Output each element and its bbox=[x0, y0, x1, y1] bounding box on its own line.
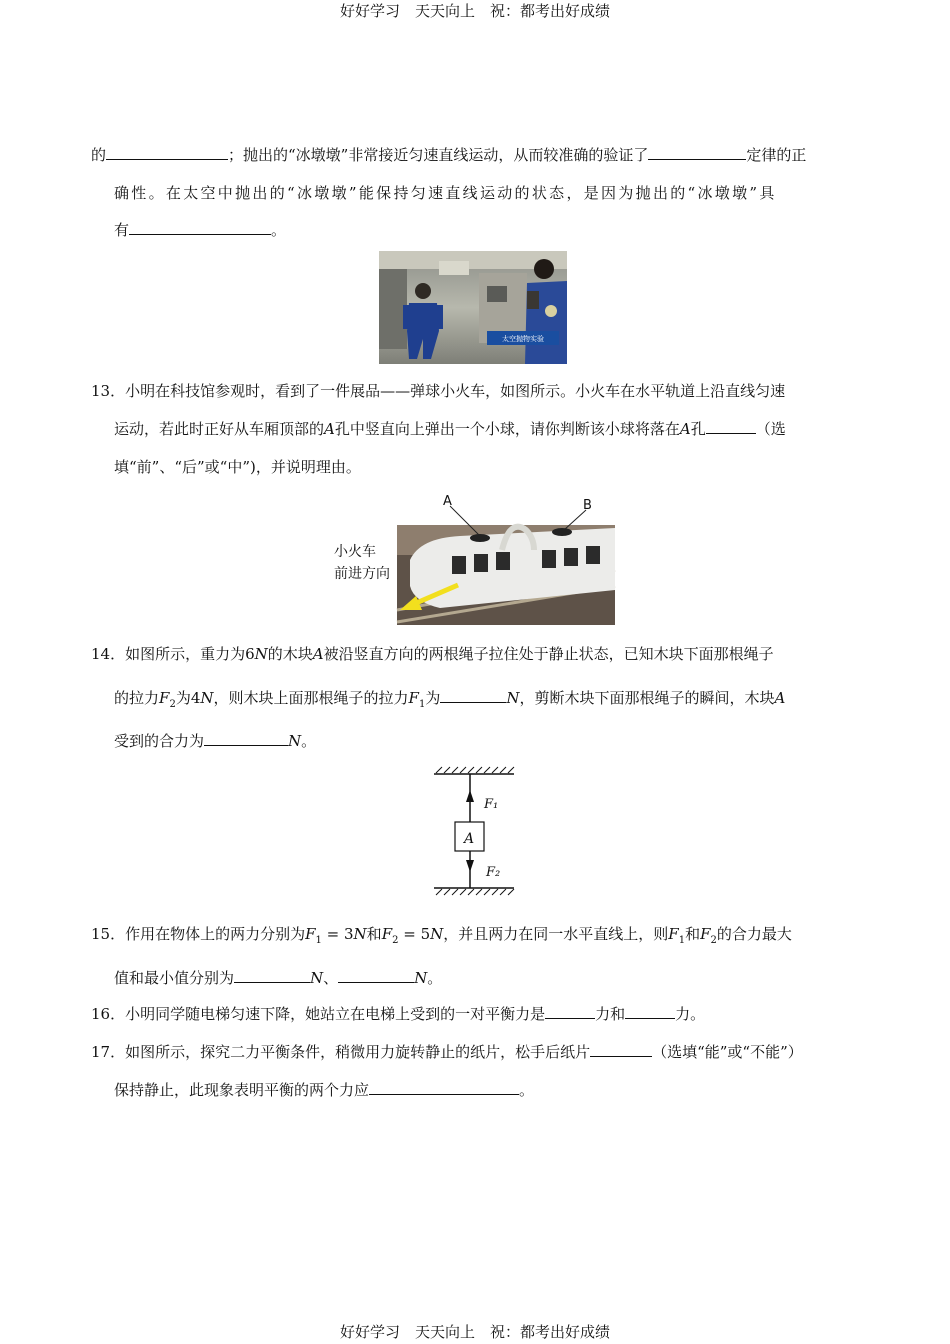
q15-text: 值和最小值分别为 bbox=[114, 969, 235, 987]
q12-text: 。 bbox=[271, 221, 287, 239]
q14-line-2 bbox=[114, 688, 785, 715]
label-f2: F₂ bbox=[486, 865, 501, 880]
q12-text: 定律的正 bbox=[746, 146, 807, 164]
force-f: F bbox=[668, 925, 679, 943]
q14-line-1 bbox=[91, 644, 774, 664]
unit-n: N bbox=[288, 732, 302, 750]
q12-line-2: 确性。在太空中抛出的“冰墩墩”能保持匀速直线运动的状态，是因为抛出的“冰墩墩”具 bbox=[114, 184, 777, 202]
answer-blank[interactable] bbox=[369, 1080, 519, 1095]
q14-text: 被沿竖直方向的两根绳子拉住处于静止状态，已知木块下面那根绳子 bbox=[323, 645, 774, 663]
answer-blank[interactable] bbox=[648, 145, 746, 160]
force-f: F bbox=[305, 925, 316, 943]
variable-a: A bbox=[312, 645, 324, 663]
subscript: 1 bbox=[678, 935, 686, 946]
variable-a: A bbox=[324, 420, 335, 438]
q14-text: 的木块 bbox=[267, 645, 313, 663]
q14-text: 。 bbox=[301, 732, 317, 750]
photo-caption: 太空抛物实验 bbox=[502, 335, 544, 343]
subscript: 2 bbox=[710, 935, 717, 946]
unit-n: N bbox=[310, 969, 324, 987]
q15-text: 、 bbox=[323, 969, 339, 987]
q13-line-2 bbox=[114, 419, 786, 439]
q17-text: （选填“能”或“不能”） bbox=[652, 1043, 803, 1061]
label-f1: F₁ bbox=[484, 797, 499, 812]
unit-n: N bbox=[353, 925, 367, 943]
train-figure bbox=[330, 490, 620, 628]
label-b: B bbox=[583, 498, 592, 513]
q13-text: （选 bbox=[755, 420, 786, 438]
answer-blank[interactable] bbox=[204, 731, 288, 746]
q15-text: 15．作用在物体上的两力分别为 bbox=[91, 925, 306, 943]
unit-n: N bbox=[254, 645, 268, 663]
answer-blank[interactable] bbox=[234, 968, 310, 983]
q14-text: 为 bbox=[425, 689, 441, 707]
q15-text: 。 bbox=[427, 969, 443, 987]
force-diagram bbox=[430, 764, 520, 898]
q14-text: 为 bbox=[175, 689, 191, 707]
q17-text: 17．如图所示，探究二力平衡条件，稍微用力旋转静止的纸片，松手后纸片 bbox=[91, 1043, 591, 1061]
subscript: 2 bbox=[169, 699, 176, 710]
q15-text: ，并且两力在同一水平直线上，则 bbox=[443, 925, 669, 943]
q17-line-1 bbox=[91, 1042, 803, 1062]
q17-text: 。 bbox=[519, 1081, 535, 1099]
label-a: A bbox=[443, 494, 452, 509]
unit-n: N bbox=[506, 689, 520, 707]
q12-text: 有 bbox=[114, 221, 130, 239]
force-f: F bbox=[159, 689, 170, 707]
subscript: 1 bbox=[315, 935, 322, 946]
q17-text: 保持静止，此现象表明平衡的两个力应 bbox=[114, 1081, 370, 1099]
q14-text: 受到的合力为 bbox=[114, 732, 205, 750]
q14-number: 4 bbox=[190, 689, 201, 707]
q13-line-1: 13．小明在科技馆参观时，看到了一件展品——弹球小火车，如图所示。小火车在水平轨道上沿直线匀速 bbox=[91, 382, 786, 400]
page-footer: 好好学习 天天向上 祝：都考出好成绩 bbox=[339, 1323, 610, 1341]
direction-label-2: 前进方向 bbox=[334, 566, 390, 582]
q14-line-3 bbox=[114, 731, 316, 751]
q14-text: 的拉力 bbox=[114, 689, 160, 707]
q13-text: 运动，若此时正好从车厢顶部的 bbox=[114, 420, 325, 438]
q16-line bbox=[91, 1004, 705, 1024]
q13-text: 孔中竖直向上弹出一个小球，请你判断该小球将落在 bbox=[334, 420, 680, 438]
answer-blank[interactable] bbox=[590, 1042, 652, 1057]
answer-blank[interactable] bbox=[129, 220, 271, 235]
q13-line-3: 填“前”、“后”或“中”)，并说明理由。 bbox=[114, 458, 361, 476]
direction-label-1: 小火车 bbox=[334, 544, 376, 560]
equation-value: = 5 bbox=[398, 925, 431, 943]
answer-blank[interactable] bbox=[106, 145, 228, 160]
subscript: 2 bbox=[392, 935, 399, 946]
q14-number: 6 bbox=[245, 645, 255, 663]
variable-a: A bbox=[774, 689, 786, 707]
force-f: F bbox=[381, 925, 393, 943]
q12-line-1 bbox=[91, 145, 806, 165]
force-f: F bbox=[408, 689, 419, 707]
q15-text: 和 bbox=[685, 925, 701, 943]
subscript: 1 bbox=[418, 699, 426, 710]
q12-line-3 bbox=[114, 220, 286, 240]
page-header: 好好学习 天天向上 祝：都考出好成绩 bbox=[339, 2, 610, 20]
answer-blank[interactable] bbox=[545, 1004, 595, 1019]
q16-text: 力和 bbox=[595, 1005, 626, 1023]
q14-text: 14．如图所示，重力为 bbox=[91, 645, 246, 663]
answer-blank[interactable] bbox=[706, 419, 756, 434]
variable-a: A bbox=[679, 420, 691, 438]
q13-text: 孔 bbox=[690, 420, 706, 438]
q12-text: ；抛出的“冰墩墩”非常接近匀速直线运动，从而较准确的验证了 bbox=[228, 146, 649, 164]
force-f: F bbox=[700, 925, 711, 943]
unit-n: N bbox=[414, 969, 428, 987]
label-block-a: A bbox=[464, 831, 475, 847]
unit-n: N bbox=[430, 925, 444, 943]
answer-blank[interactable] bbox=[338, 968, 414, 983]
equation-value: = 3 bbox=[321, 925, 354, 943]
q15-line-2 bbox=[114, 968, 442, 988]
answer-blank[interactable] bbox=[625, 1004, 675, 1019]
q12-text: 的 bbox=[91, 146, 107, 164]
q15-text: 的合力最大 bbox=[716, 925, 792, 943]
space-station-photo bbox=[379, 251, 567, 364]
q17-line-2 bbox=[114, 1080, 534, 1100]
q15-line-1 bbox=[91, 924, 792, 951]
q14-text: ，则木块上面那根绳子的拉力 bbox=[213, 689, 409, 707]
q15-text: 和 bbox=[366, 925, 382, 943]
answer-blank[interactable] bbox=[440, 688, 506, 703]
q14-text: ，剪断木块下面那根绳子的瞬间，木块 bbox=[519, 689, 775, 707]
unit-n: N bbox=[200, 689, 214, 707]
q16-text: 力。 bbox=[675, 1005, 706, 1023]
q16-text: 16．小明同学随电梯匀速下降，她站立在电梯上受到的一对平衡力是 bbox=[91, 1005, 546, 1023]
